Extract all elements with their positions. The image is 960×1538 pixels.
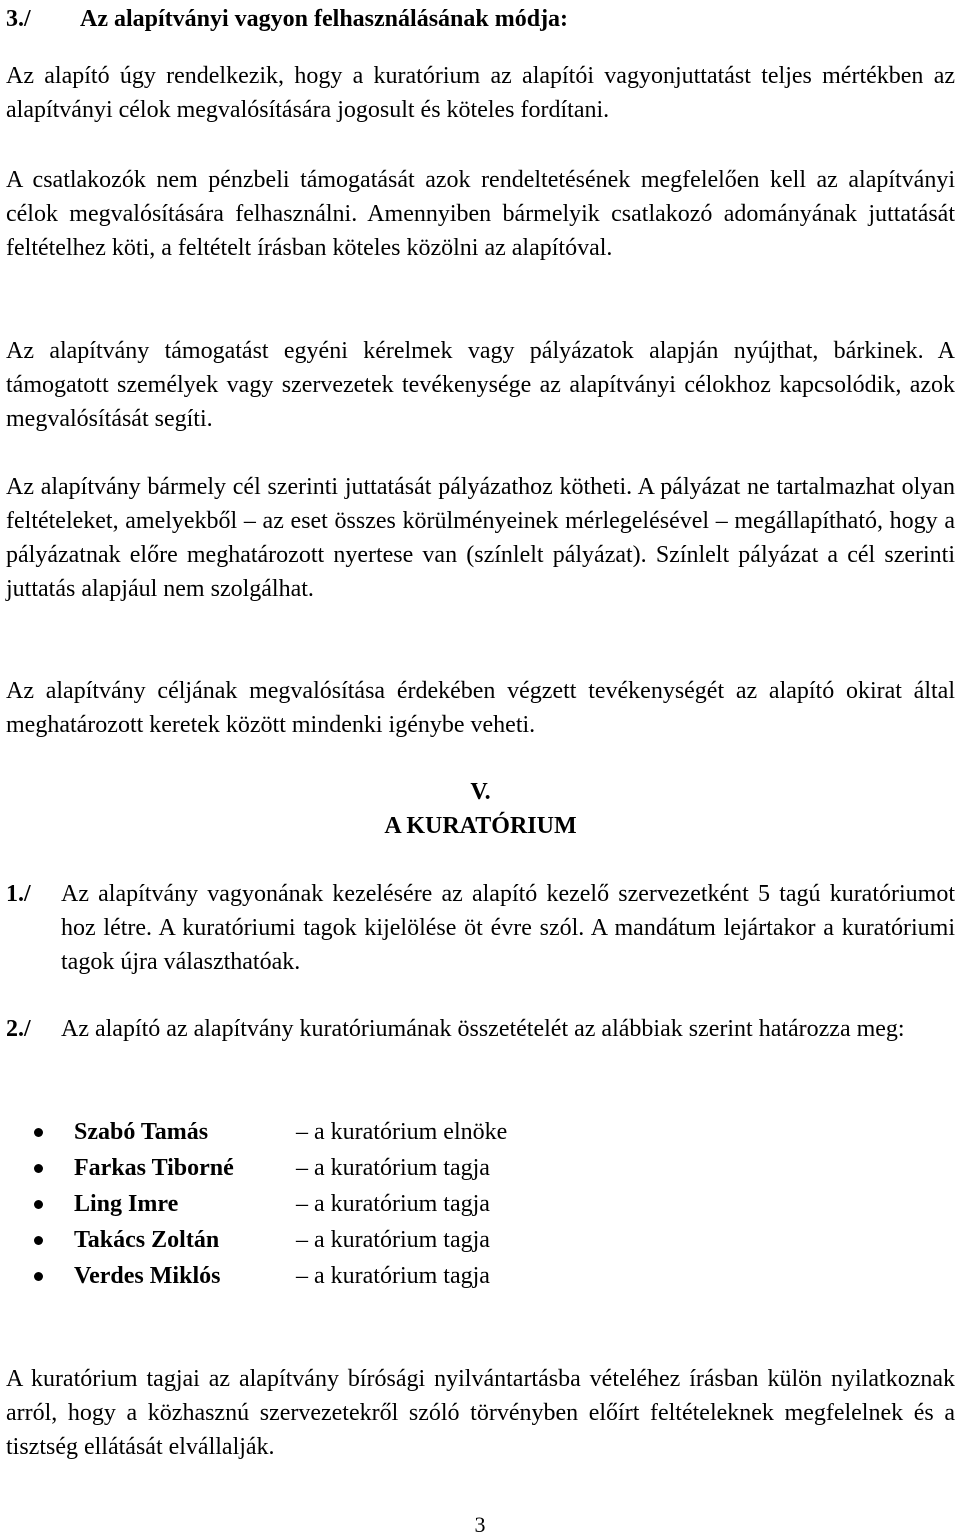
member-list — [34, 1114, 734, 1294]
point-text: Az alapítvány vagyonának kezelésére az alapító kezelő szervezetként 5 tagú kuratóriumot hoz létre. A kuratóriumi tagok kijelölése öt évre szól. A mandátum lejártakor a kuratóriumi tagok újra választhatóak. — [61, 881, 955, 975]
section-title: Az alapítványi vagyon felhasználásának módja: — [80, 6, 569, 32]
member-name: Szabó Tamás — [74, 1119, 209, 1145]
member-name: Takács Zoltán — [74, 1227, 220, 1253]
point-number: 1./ — [6, 881, 31, 907]
bullet-icon — [34, 1164, 43, 1173]
list-item — [34, 1150, 734, 1186]
chapter-number: V. — [470, 779, 491, 805]
list-item — [34, 1222, 734, 1258]
member-role: – a kuratórium tagja — [296, 1263, 490, 1289]
section-number: 3./ — [6, 6, 31, 32]
page-number: 3 — [474, 1512, 486, 1537]
list-item — [34, 1186, 734, 1222]
member-role: – a kuratórium tagja — [296, 1227, 490, 1253]
point-1 — [6, 877, 955, 979]
paragraph-support: Az alapítvány támogatást egyéni kérelmek vagy pályázatok alapján nyújthat, bárkinek. A támogatott személyek vagy szervezetek tevékenysége az alapítványi célokhoz kapcsolódik, azok megvalósítását segíti. — [6, 338, 955, 432]
bullet-icon — [34, 1236, 43, 1245]
member-name: Farkas Tiborné — [74, 1155, 234, 1181]
point-text: Az alapító az alapítvány kuratóriumának összetételét az alábbiak szerint határozza meg: — [61, 1016, 905, 1042]
member-name: Verdes Miklós — [74, 1263, 221, 1289]
paragraph-joiners: A csatlakozók nem pénzbeli támogatását azok rendeltetésének megfelelően kell az alapítványi célok megvalósítására felhasználni. Amennyiben bármelyik csatlakozó adományának juttatását feltételhez köti, a feltételt írásban köteles közölni az alapítóval. — [6, 167, 955, 261]
list-item — [34, 1114, 734, 1150]
point-number: 2./ — [6, 1016, 31, 1042]
chapter-title: A KURATÓRIUM — [384, 813, 577, 839]
member-role: – a kuratórium tagja — [296, 1191, 490, 1217]
point-2 — [6, 1012, 955, 1046]
paragraph-asset-use: Az alapító úgy rendelkezik, hogy a kuratórium az alapítói vagyonjuttatást teljes mértékben az alapítványi célok megvalósítására jogosult és köteles fordítani. — [6, 63, 955, 123]
list-item — [34, 1258, 734, 1294]
paragraph-access: Az alapítvány céljának megvalósítása érdekében végzett tevékenységét az alapító okirat által meghatározott keretek között mindenki igénybe veheti. — [6, 678, 955, 738]
paragraph-closing: A kuratórium tagjai az alapítvány bírósági nyilvántartásba vételéhez írásban külön nyilatkoznak arról, hogy a közhasznú szervezetekről szóló törvényben előírt feltételeknek megfelelnek és a tisztség ellátását elvállalják. — [6, 1366, 955, 1460]
bullet-icon — [34, 1272, 43, 1281]
section-heading — [6, 2, 568, 36]
bullet-icon — [34, 1200, 43, 1209]
member-role: – a kuratórium elnöke — [296, 1119, 508, 1145]
member-role: – a kuratórium tagja — [296, 1155, 490, 1181]
member-name: Ling Imre — [74, 1191, 179, 1217]
paragraph-tender: Az alapítvány bármely cél szerinti juttatását pályázathoz kötheti. A pályázat ne tartalmazhat olyan feltételeket, amelyekből – az eset összes körülményeinek mérlegelésével – megállapítható, hogy a pályázatnak előre meghatározott nyertese van (színlelt pályázat). Színlelt pályázat a cél szerinti juttatás alapjául nem szolgálhat. — [6, 474, 955, 602]
bullet-icon — [34, 1128, 43, 1137]
